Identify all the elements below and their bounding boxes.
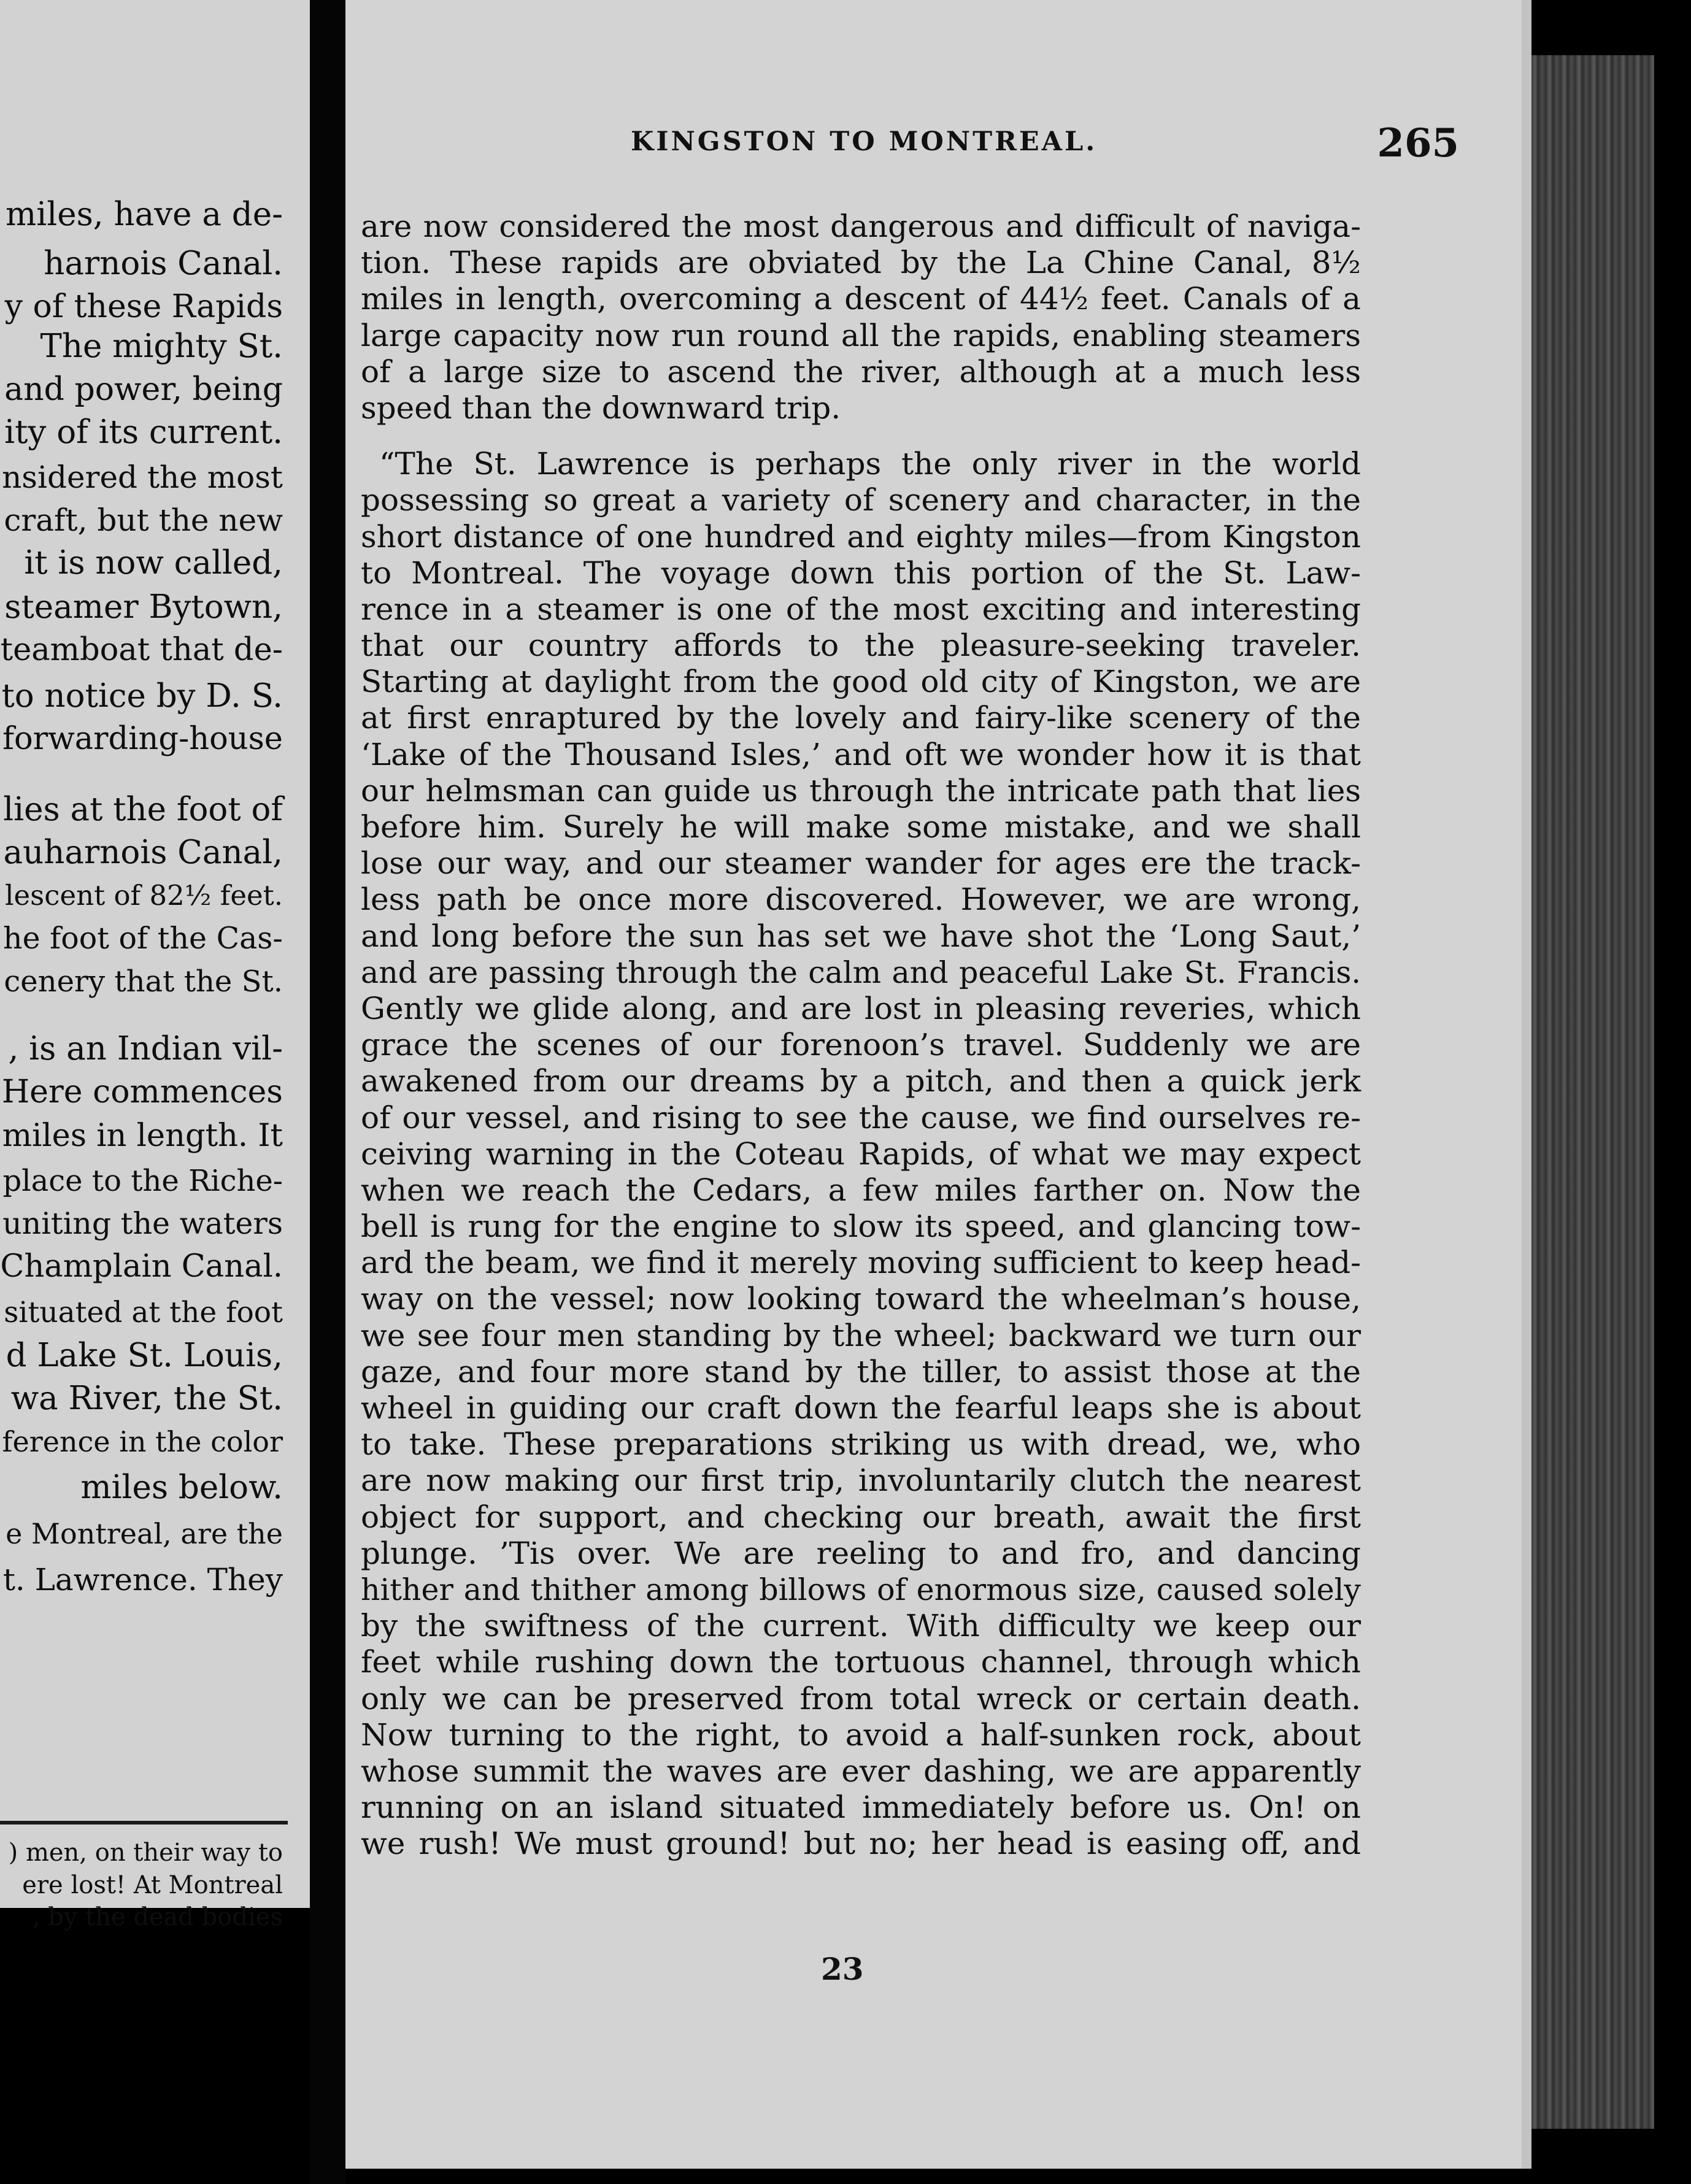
left-page-line: to notice by D. S. bbox=[1, 677, 283, 715]
body-line: and long before the sun has set we have shot the ‘Long Saut,’ bbox=[361, 918, 1361, 954]
left-page-line: miles in length. It bbox=[2, 1118, 283, 1154]
book-page-edges bbox=[1531, 55, 1654, 2129]
body-line: Now turning to the right, to avoid a half-sunken rock, about bbox=[361, 1717, 1361, 1753]
body-line: tion. These rapids are obviated by the La Chine Canal, 8½ bbox=[361, 245, 1361, 281]
left-page-line: Champlain Canal. bbox=[0, 1248, 283, 1285]
left-page-line: uniting the waters bbox=[2, 1206, 283, 1241]
left-page-line: The mighty St. bbox=[40, 328, 283, 365]
body-line: before him. Surely he will make some mistake, and we shall bbox=[361, 809, 1361, 845]
body-line: possessing so great a variety of scenery and character, in the bbox=[361, 482, 1361, 518]
left-page-line: Here commences bbox=[1, 1074, 283, 1110]
left-page-line: forwarding-house bbox=[2, 721, 283, 757]
left-page-line: place to the Riche- bbox=[2, 1164, 283, 1198]
body-line: “The St. Lawrence is perhaps the only river in the world bbox=[379, 446, 1361, 482]
body-text bbox=[361, 209, 1361, 1862]
body-line: miles in length, overcoming a descent of 44½ feet. Canals of a bbox=[361, 281, 1361, 317]
left-page-line: he foot of the Cas- bbox=[3, 921, 283, 956]
body-line: by the swiftness of the current. With difficulty we keep our bbox=[361, 1608, 1361, 1644]
page-edge bbox=[1522, 0, 1531, 2184]
page-number: 265 bbox=[1377, 120, 1459, 166]
left-page-line: nsidered the most bbox=[2, 459, 283, 495]
body-line: short distance of one hundred and eighty miles—from Kingston bbox=[361, 518, 1361, 555]
left-page-line: wa River, the St. bbox=[10, 1380, 283, 1417]
main-page bbox=[345, 0, 1522, 2169]
running-head-title: KINGSTON TO MONTREAL. bbox=[631, 126, 1098, 157]
left-page-line: lies at the foot of bbox=[3, 791, 283, 828]
left-page-line: lescent of 82½ feet. bbox=[5, 879, 283, 912]
left-page-line: it is now called, bbox=[24, 544, 283, 582]
body-line: way on the vessel; now looking toward the wheelman’s house, bbox=[361, 1281, 1361, 1317]
body-line: of a large size to ascend the river, although at a much less bbox=[361, 353, 1361, 390]
left-facing-page bbox=[0, 0, 310, 1931]
body-line: Gently we glide along, and are lost in pleasing reveries, which bbox=[361, 990, 1361, 1026]
left-page-line: ference in the color bbox=[2, 1425, 283, 1458]
body-line: we rush! We must ground! but no; her head is easing off, and bbox=[361, 1826, 1361, 1862]
body-line: that our country affords to the pleasure-seeking traveler. bbox=[361, 628, 1361, 664]
body-line: and are passing through the calm and peaceful Lake St. Francis. bbox=[361, 955, 1361, 990]
body-line: of our vessel, and rising to see the cause, we find ourselves re- bbox=[361, 1099, 1361, 1136]
body-line: less path be once more discovered. However, we are wrong, bbox=[361, 882, 1361, 918]
body-line: running on an island situated immediately before us. On! on bbox=[361, 1790, 1361, 1826]
left-page-line: cenery that the St. bbox=[4, 964, 283, 999]
signature-mark: 23 bbox=[821, 1951, 864, 1987]
body-line: gaze, and four more stand by the tiller, to assist those at the bbox=[361, 1353, 1361, 1390]
left-page-line: y of these Rapids bbox=[4, 288, 283, 325]
body-line: large capacity now run round all the rapids, enabling steamers bbox=[361, 317, 1361, 353]
body-line: to take. These preparations striking us with dread, we, who bbox=[361, 1426, 1361, 1463]
body-line: are now making our first trip, involuntarily clutch the nearest bbox=[361, 1463, 1361, 1499]
left-page-footnote-line: ere lost! At Montreal bbox=[22, 1871, 283, 1899]
book-gutter bbox=[310, 0, 345, 2184]
scan-background bbox=[1654, 0, 1691, 2184]
left-page-line: miles, have a de- bbox=[6, 196, 283, 233]
body-line: object for support, and checking our breath, await the first bbox=[361, 1499, 1361, 1535]
running-head bbox=[631, 120, 1459, 166]
left-page-line: and power, being bbox=[4, 371, 283, 408]
left-page-line: steamer Bytown, bbox=[4, 588, 283, 626]
left-page-footnote-line: ) men, on their way to bbox=[8, 1839, 283, 1867]
body-line: are now considered the most dangerous and difficult of naviga- bbox=[361, 209, 1361, 244]
left-page-line: miles below. bbox=[80, 1469, 283, 1506]
body-line: at first enraptured by the lovely and fairy-like scenery of the bbox=[361, 700, 1361, 736]
body-line: we see four men standing by the wheel; backward we turn our bbox=[361, 1317, 1361, 1353]
body-line: lose our way, and our steamer wander for ages ere the track- bbox=[361, 845, 1361, 882]
scan-background-bottom bbox=[345, 2169, 1691, 2184]
left-page-footnote-line: , by the dead bodies bbox=[32, 1903, 283, 1931]
left-page-line: , is an Indian vil- bbox=[8, 1030, 283, 1067]
left-page-line: d Lake St. Louis, bbox=[6, 1337, 283, 1374]
body-line: our helmsman can guide us through the intricate path that lies bbox=[361, 772, 1361, 809]
body-line: whose summit the waves are ever dashing, we are apparently bbox=[361, 1753, 1361, 1789]
body-line: speed than the downward trip. bbox=[361, 390, 841, 426]
left-page-line: craft, but the new bbox=[4, 502, 283, 538]
left-page-line: e Montreal, are the bbox=[6, 1517, 283, 1550]
left-page-line: teamboat that de- bbox=[0, 632, 283, 668]
body-line: feet while rushing down the tortuous channel, through which bbox=[361, 1644, 1361, 1680]
body-line: ‘Lake of the Thousand Isles,’ and oft we wonder how it is that bbox=[361, 736, 1361, 772]
body-line: Starting at daylight from the good old city of Kingston, we are bbox=[361, 664, 1361, 700]
body-line: rence in a steamer is one of the most exciting and interesting bbox=[361, 591, 1361, 627]
left-page-line: situated at the foot bbox=[4, 1296, 283, 1329]
body-line: hither and thither among billows of enormous size, caused solely bbox=[361, 1572, 1361, 1607]
footnote-rule bbox=[0, 1821, 288, 1824]
left-page-line: auharnois Canal, bbox=[3, 834, 283, 871]
left-page-line: harnois Canal. bbox=[44, 245, 283, 282]
left-page-line: ity of its current. bbox=[4, 413, 283, 451]
body-line: awakened from our dreams by a pitch, and then a quick jerk bbox=[361, 1063, 1361, 1099]
body-line: bell is rung for the engine to slow its speed, and glancing tow- bbox=[361, 1209, 1361, 1245]
body-line: wheel in guiding our craft down the fearful leaps she is about bbox=[361, 1390, 1361, 1426]
body-line: grace the scenes of our forenoon’s travel. Suddenly we are bbox=[361, 1027, 1361, 1063]
body-line: only we can be preserved from total wreck or certain death. bbox=[361, 1680, 1361, 1717]
body-line: plunge. ’Tis over. We are reeling to and fro, and dancing bbox=[361, 1535, 1361, 1571]
body-line: ceiving warning in the Coteau Rapids, of what we may expect bbox=[361, 1136, 1361, 1172]
left-page-line: t. Lawrence. They bbox=[2, 1562, 283, 1598]
body-line: to Montreal. The voyage down this portion of the St. Law- bbox=[361, 555, 1361, 591]
body-line: when we reach the Cedars, a few miles farther on. Now the bbox=[361, 1172, 1361, 1208]
body-line: ard the beam, we find it merely moving sufficient to keep head- bbox=[361, 1245, 1361, 1281]
